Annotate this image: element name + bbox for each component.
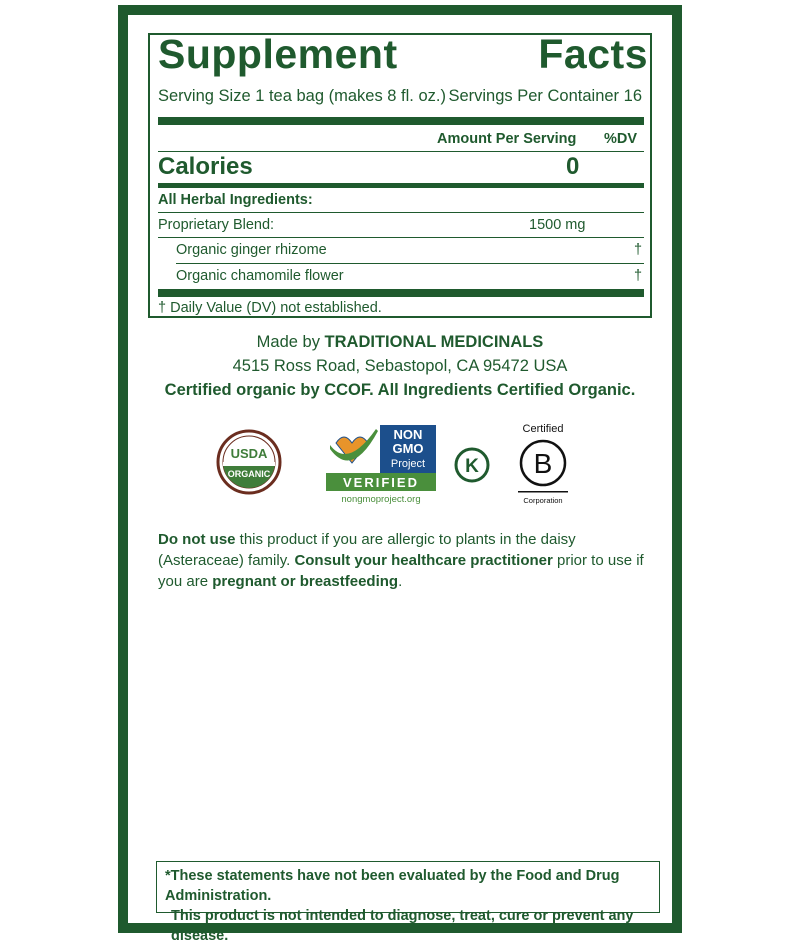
servings-per-container: Servings Per Container 16 [448,87,642,105]
nongmo-verified-text: VERIFIED [343,475,419,490]
disclaimer-line-2: This product is not intended to diagnose, treat, cure or prevent any disease. [171,908,634,944]
dv-footnote: † Daily Value (DV) not established. [158,300,382,316]
bcorp-letter: B [533,448,553,479]
nongmo-line2: GMO [392,441,424,456]
disclaimer-line-1: *These statements have not been evaluated by the Food and Drug Administration. [165,868,620,904]
nongmo-line1: NON [393,427,423,442]
label-panel [118,5,682,944]
blend-amount: 1500 mg [529,217,586,233]
nongmo-url: nongmoproject.org [341,494,421,505]
ingredient-chamomile-dv: † [634,268,643,284]
company-name: TRADITIONAL MEDICINALS [324,333,544,351]
ingredient-chamomile: Organic chamomile flower [176,268,344,284]
fda-disclaimer [156,861,660,944]
usda-bottom-text: ORGANIC [227,469,271,479]
organic-certification: Certified organic by CCOF. All Ingredients Certified Organic. [164,381,636,399]
title-word-2: Facts [538,31,648,77]
ingredient-ginger: Organic ginger rhizome [176,242,327,258]
warning-bold-2: Consult your healthcare practitioner [294,552,553,569]
kosher-letter: K [465,456,479,477]
divider [176,263,644,264]
ingredient-ginger-dv: † [634,242,643,258]
title-word-1: Supplement [158,31,398,77]
b-corp-icon [508,421,578,507]
made-by-text: Made by [256,333,320,351]
thick-divider [158,117,644,125]
warning-bold-3: pregnant or breastfeeding [212,573,399,590]
medium-divider [158,183,644,188]
allergy-warning [158,529,648,592]
ingredients-header: All Herbal Ingredients: [158,192,313,208]
bcorp-top-text: Certified [522,423,564,435]
divider [158,212,644,213]
kosher-symbol-icon [454,447,490,483]
usda-top-text: USDA [230,446,268,461]
warning-text-3: . [398,573,403,590]
amount-header: Amount Per Serving [437,131,577,147]
blend-label: Proprietary Blend: [158,217,275,233]
facts-title [158,31,648,78]
bcorp-bottom-text: Corporation [523,496,563,505]
serving-info [158,87,642,106]
calories-label: Calories [158,153,253,180]
dv-header: %DV [604,131,638,147]
divider [158,237,644,238]
calories-value: 0 [566,153,580,180]
warning-text-1: this product if you are allergic to plants in the daisy (Asteraceae) family. [158,531,576,569]
thick-divider [158,289,644,297]
warning-bold-1: Do not use [158,531,236,548]
usda-organic-seal-icon [216,429,282,495]
divider [158,151,644,152]
serving-size: Serving Size 1 tea bag (makes 8 fl. oz.) [158,87,446,105]
nongmo-line3: Project [390,458,426,470]
non-gmo-verified-icon [326,425,438,505]
maker-address: 4515 Ross Road, Sebastopol, CA 95472 USA [232,357,568,375]
supplement-facts-box [148,33,652,318]
maker-line [128,333,672,352]
warning-text-2: prior to use if you are [158,552,644,590]
